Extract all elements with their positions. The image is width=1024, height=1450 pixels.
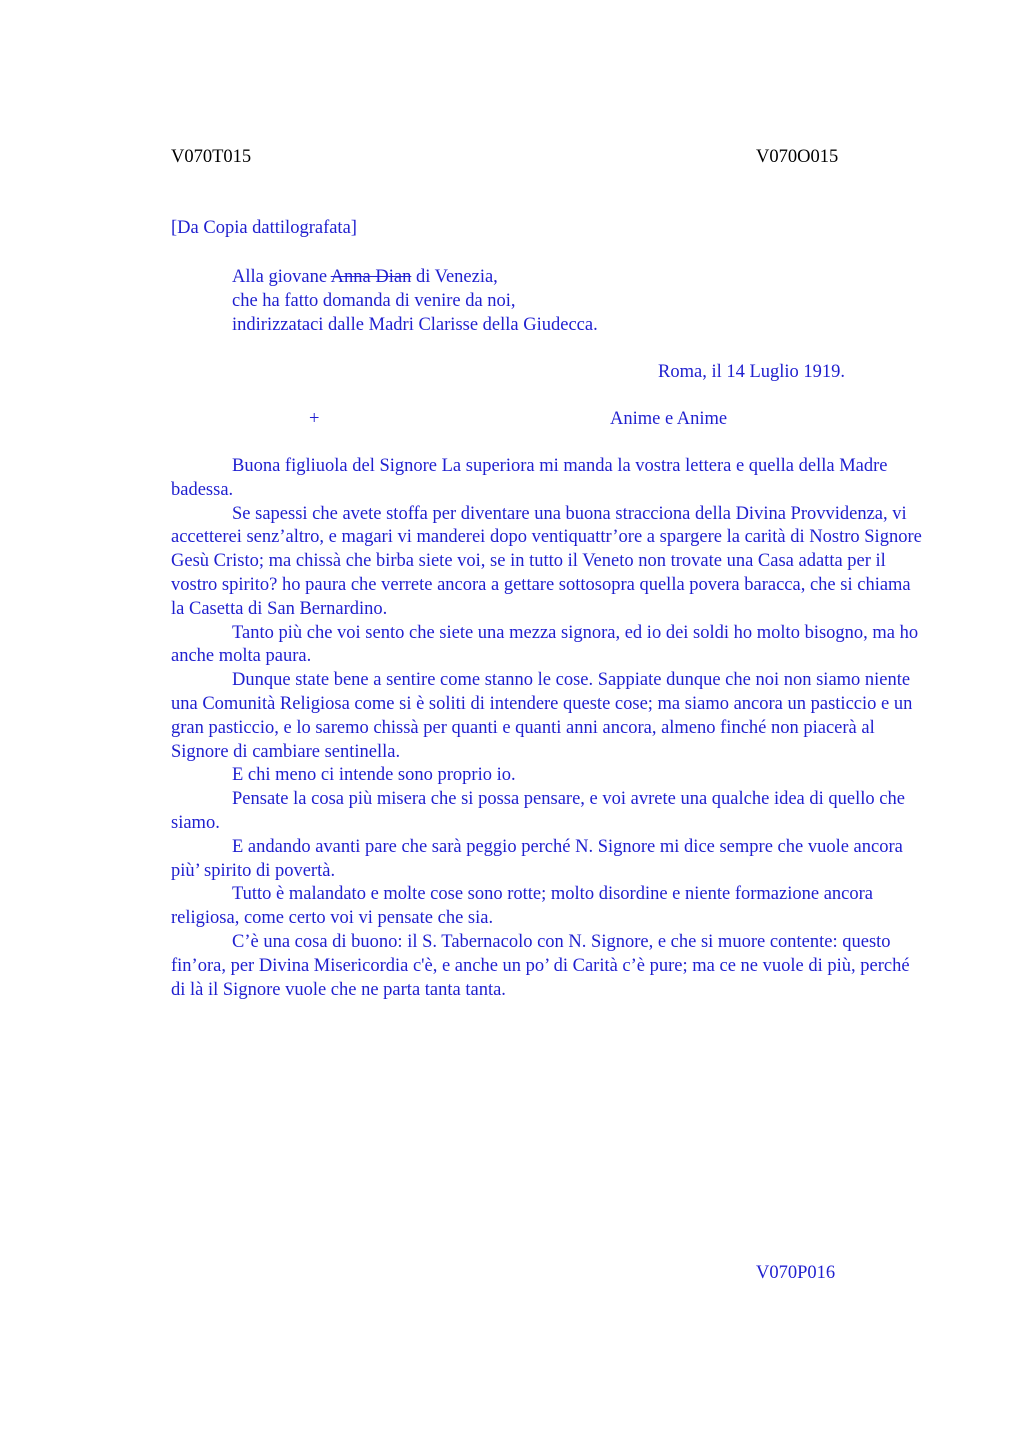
paragraph: Se sapessi che avete stoffa per diventare una buona stracciona della Divina Provvidenza, vi accetterei senz’altro, e magari vi manderei dopo ventiquattr’ore a spargere la carità di Nostro Signore Gesù Cristo; ma chissà che birba siete voi, se in tutto il Veneto non trovate una Casa adatta per il vostro spirito? ho paura che verrete ancora a gettare sottosopra quella povera baracca, che si chiama la Casetta di San Bernardino. (171, 503, 922, 619)
source-note: [Da Copia dattilografata] (171, 218, 357, 238)
document-code-left: V070T015 (171, 147, 252, 167)
address-block (232, 266, 598, 337)
address-line-2: che ha fatto domanda di venire da noi, (232, 290, 516, 311)
document-code-right: V070O015 (756, 147, 839, 167)
address-prefix: Alla giovane (232, 267, 331, 287)
struck-name: Anna Dian (330, 267, 412, 287)
paragraph: E chi meno ci intende sono proprio io. (232, 765, 516, 786)
letter-date: Roma, il 14 Luglio 1919. (658, 362, 846, 382)
page-code: V070P016 (756, 1263, 836, 1283)
address-line-1 (232, 266, 598, 290)
paragraph: Tutto è malandato e molte cose sono rotte; molto disordine e niente formazione ancora religiosa, come certo voi vi pensate che sia. (171, 884, 873, 929)
paragraph: C’è una cosa di buono: il S. Tabernacolo con N. Signore, e che si muore contente: questo fin’ora, per Divina Misericordia c'è, e anche un po’ di Carità c’è pure; ma ce ne vuole di più, perché di là il Signore vuole che ne parta tanta tanta. (171, 931, 910, 1000)
address-suffix: di Venezia, (411, 267, 498, 287)
cross-symbol: + (309, 409, 320, 429)
paragraph: Pensate la cosa più misera che si possa pensare, e voi avrete una qualche idea di quello che siamo. (171, 789, 905, 833)
paragraph: Dunque state bene a sentire come stanno le cose. Sappiate dunque che noi non siamo niente una Comunità Religiosa come si è soliti di intendere queste cose; ma siamo ancora un pasticcio e un gran pasticcio, e lo saremo chissà per quanti e quanti anni ancora, almeno finché non piacerà al Signore di cambiare sentinella. (171, 670, 913, 762)
paragraph: Tanto più che voi sento che siete una mezza signora, ed io dei soldi ho molto bisogno, ma ho anche molta paura. (171, 622, 919, 667)
letter-body (171, 455, 923, 1002)
motto: Anime e Anime (610, 409, 728, 429)
address-line-3: indirizzataci dalle Madri Clarisse della Giudecca. (232, 314, 598, 335)
paragraph: E andando avanti pare che sarà peggio perché N. Signore mi dice sempre che vuole ancora più’ spirito di povertà. (171, 836, 903, 881)
paragraph: Buona figliuola del Signore La superiora mi manda la vostra lettera e quella della Madre badessa. (171, 456, 888, 500)
